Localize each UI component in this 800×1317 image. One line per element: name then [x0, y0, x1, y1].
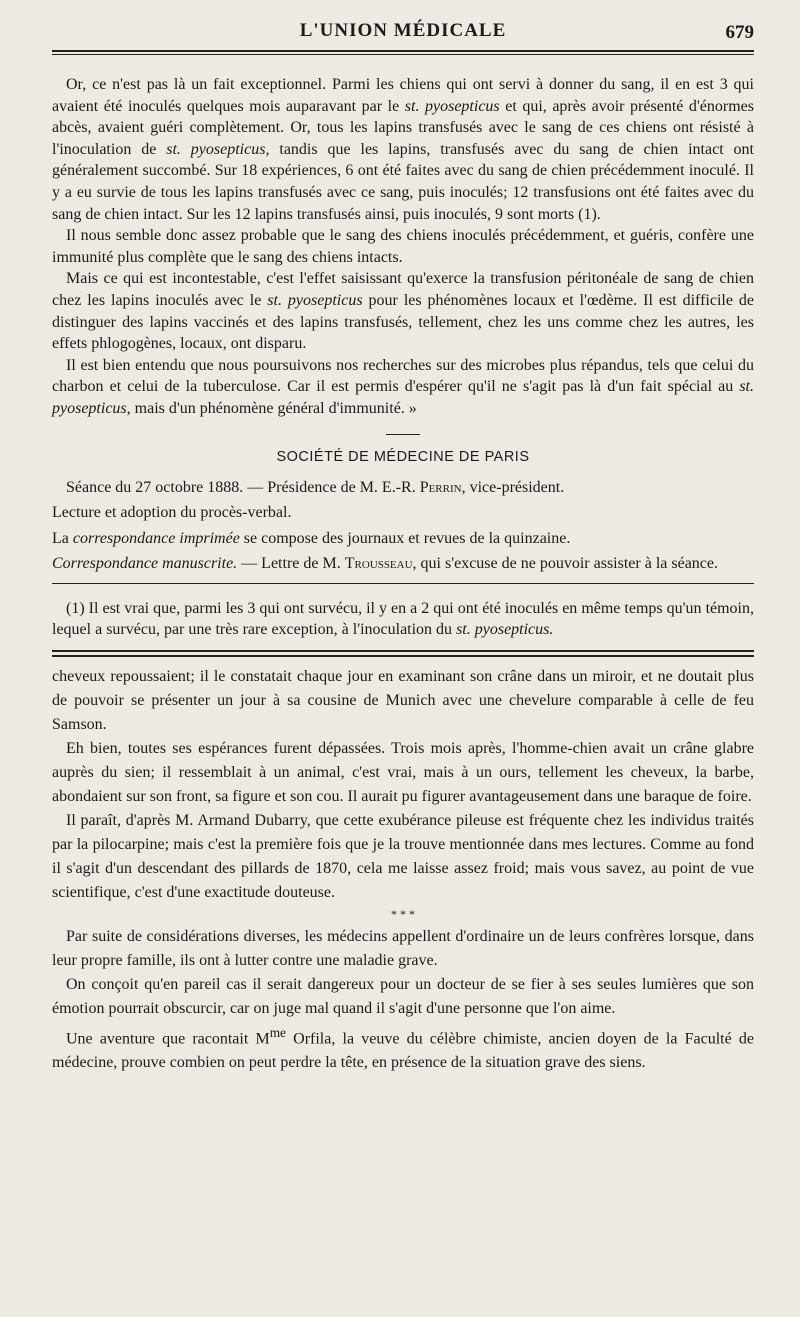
footnote: [52, 598, 754, 640]
printed-correspondence: La correspondance imprimée se compose des journaux et revues de la quinzaine.: [52, 529, 571, 547]
header-rule-thin: [52, 54, 754, 55]
feuilleton-paragraph-6: Une aventure que racontait $M^{me}$ Orfila, la veuve du célèbre chimiste, ancien doyen de la Faculté de médecine, prouve combien on peut perdre la tête, en présence de la situation grave des siens.: [52, 1024, 754, 1071]
asterism: * * *: [391, 906, 415, 921]
section-title: SOCIÉTÉ DE MÉDECINE DE PARIS: [276, 448, 530, 465]
society-section: [52, 449, 754, 577]
article-paragraph-2: Il nous semble donc assez probable que le sang des chiens inoculés précédemment, et guéris, confère une immunité plus complète que le sang des chiens intacts.: [52, 227, 754, 266]
manuscript-correspondence: Correspondance manuscrite. — Lettre de M. Trousseau, qui s'excuse de ne pouvoir assister à la séance.: [52, 555, 718, 572]
page-header: [52, 0, 754, 56]
article-paragraph-3: Mais ce qui est incontestable, c'est l'effet saisissant qu'exerce la transfusion péritonéale de sang de chien chez les lapins inoculés avec le st. pyosepticus pour les phénomènes locaux et l'œdème. Il est difficile de distinguer des lapins vaccinés et des lapins transfusés, tellement, chez les uns comme chez les autres, les effets phlogogènes, locaux, ont disparu.: [52, 270, 755, 353]
feuilleton-paragraph-1: cheveux repoussaient; il le constatait chaque jour en examinant son crâne dans un miroir, et ne doutait plus de pouvoir se présenter un jour à sa cousine de Munich avec une chevelure comparable à celle de feu Samson.: [52, 667, 754, 733]
feuilleton-paragraph-4: Par suite de considérations diverses, les médecins appellent d'ordinaire un de leurs confrères lorsque, dans leur propre famille, ils ont à lutter contre une maladie grave.: [52, 927, 754, 969]
feuilleton-divider-second: [52, 655, 754, 657]
footnote-text: (1) Il est vrai que, parmi les 3 qui ont survécu, il y en a 2 qui ont été inoculés en même temps qu'un témoin, lequel a survécu, par une très rare exception, à l'inoculation du st. pyosepticus.: [52, 599, 754, 638]
section-divider: [386, 434, 420, 435]
running-title: L'UNION MÉDICALE: [299, 20, 507, 41]
article-body: [52, 74, 754, 420]
feuilleton: [52, 665, 754, 1075]
session-line: Séance du 27 octobre 1888. — Présidence de M. E.-R. Perrin, vice-président.: [66, 478, 565, 496]
page-number: 679: [725, 22, 754, 43]
feuilleton-paragraph-5: On conçoit qu'en pareil cas il serait dangereux pour un docteur de se fier à ses seules lumières que son émotion pourrait obscurcir, car on juge mal quand il s'agit d'une personne que l'on aime.: [52, 975, 754, 1017]
header-rule: [52, 50, 754, 52]
footnote-divider: [52, 583, 754, 584]
article-paragraph-1: Or, ce n'est pas là un fait exceptionnel. Parmi les chiens qui ont servi à donner du sang, il en est 3 qui avaient été inoculés quelques mois auparavant par le st. pyosepticus et qui, après avoir présenté d'énormes abcès, avaient guéri complètement. Or, tous les lapins transfusés avec le sang de ces chiens ont résisté à l'inoculation de st. pyosepticus, tandis que les lapins, transfusés avec du sang de chien intact ont généralement succombé. Sur 18 expériences, 6 ont été faites avec du sang de chien précédemment inoculé. Il y a eu survie de tous les lapins transfusés avec ce sang, puis inoculés; 12 transfusions ont été faites avec du sang de chien intact. Sur les 12 lapins transfusés ainsi, puis inoculés, 9 sont morts (1).: [52, 76, 755, 223]
feuilleton-divider: [52, 650, 754, 652]
feuilleton-paragraph-3: Il paraît, d'après M. Armand Dubarry, que cette exubérance pileuse est fréquente chez les individus traités par la pilocarpine; mais c'est la première fois que je la trouve mentionnée dans mes lectures. Comme au fond il s'agit d'un descendant des pillards de 1870, cela me laisse assez froid; mais vous savez, au point de vue scientifique, c'est d'une exactitude douteuse.: [52, 811, 754, 901]
feuilleton-paragraph-2: Eh bien, toutes ses espérances furent dépassées. Trois mois après, l'homme-chien avait un crâne glabre auprès du sien; il ressemblait à un animal, c'est vrai, mais à un ours, tellement les cheveux, la barbe, abondaient sur son front, sa figure et son cou. Il aurait pu figurer avantageusement dans une baraque de foire.: [52, 739, 754, 805]
article-paragraph-4: Il est bien entendu que nous poursuivons nos recherches sur des microbes plus répandus, tels que celui du charbon et celui de la tuberculose. Car il est permis d'espérer qu'il ne s'agit pas là d'un fait spécial au st. pyosepticus, mais d'un phénomène général d'immunité. »: [52, 356, 754, 417]
minutes-line: Lecture et adoption du procès-verbal.: [52, 504, 292, 521]
